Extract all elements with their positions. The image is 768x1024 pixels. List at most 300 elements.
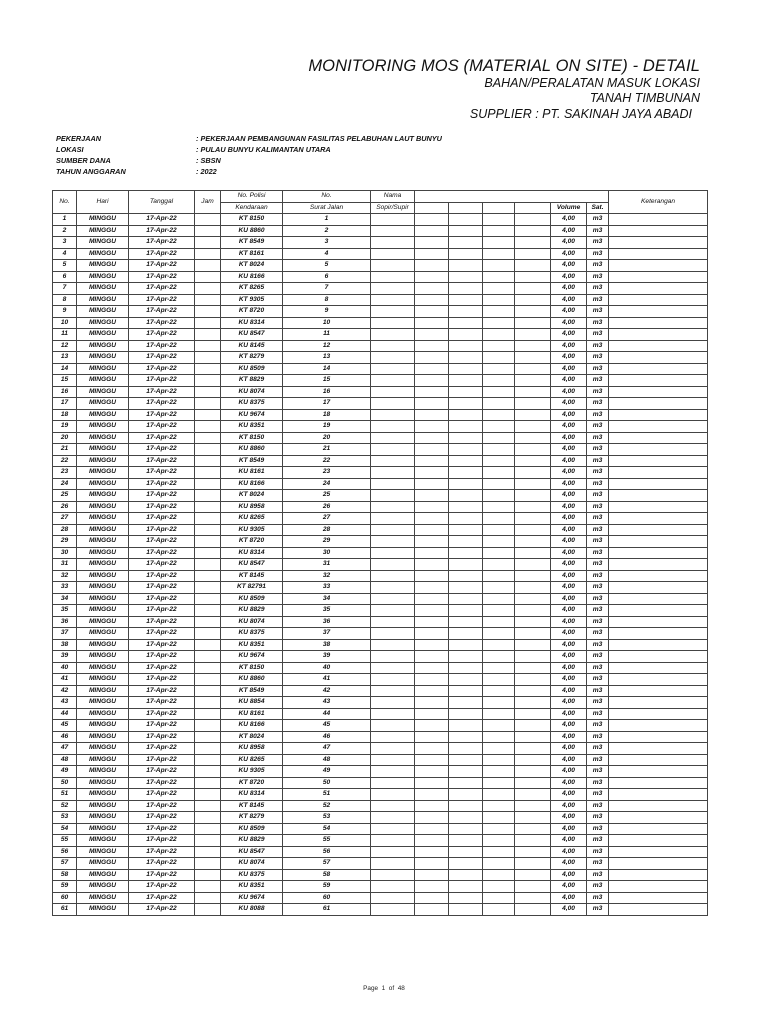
table-row — [53, 455, 708, 467]
cell-sat: m3 — [587, 605, 609, 617]
cell-blank — [415, 271, 449, 283]
cell-sat: m3 — [587, 685, 609, 697]
cell-sat: m3 — [587, 271, 609, 283]
cell-blank — [415, 559, 449, 571]
cell-no: 13 — [53, 352, 77, 364]
cell-volume: 4,00 — [551, 225, 587, 237]
cell-blank — [449, 329, 483, 341]
cell-blank — [483, 513, 515, 525]
cell-surat-jalan: 36 — [283, 616, 371, 628]
cell-blank — [515, 708, 551, 720]
cell-sopir — [371, 271, 415, 283]
cell-hari: MINGGU — [77, 869, 129, 881]
cell-jam — [195, 248, 221, 260]
cell-sopir — [371, 777, 415, 789]
cell-no-polisi: KU 8265 — [221, 513, 283, 525]
cell-blank — [449, 662, 483, 674]
cell-tanggal: 17-Apr-22 — [129, 409, 195, 421]
cell-blank — [515, 375, 551, 387]
cell-blank — [415, 662, 449, 674]
cell-blank — [483, 248, 515, 260]
cell-hari: MINGGU — [77, 467, 129, 479]
table-row — [53, 375, 708, 387]
cell-tanggal: 17-Apr-22 — [129, 478, 195, 490]
cell-surat-jalan: 60 — [283, 892, 371, 904]
cell-blank — [415, 444, 449, 456]
cell-blank — [449, 490, 483, 502]
table-row — [53, 283, 708, 295]
cell-sat: m3 — [587, 467, 609, 479]
cell-no: 36 — [53, 616, 77, 628]
cell-hari: MINGGU — [77, 501, 129, 513]
cell-tanggal: 17-Apr-22 — [129, 363, 195, 375]
cell-hari: MINGGU — [77, 708, 129, 720]
cell-volume: 4,00 — [551, 823, 587, 835]
cell-blank — [449, 570, 483, 582]
cell-blank — [415, 467, 449, 479]
cell-hari: MINGGU — [77, 570, 129, 582]
cell-surat-jalan: 42 — [283, 685, 371, 697]
header-nama: Nama — [371, 191, 415, 203]
cell-tanggal: 17-Apr-22 — [129, 904, 195, 916]
cell-keterangan — [609, 881, 708, 893]
cell-surat-jalan: 9 — [283, 306, 371, 318]
cell-sopir — [371, 651, 415, 663]
cell-tanggal: 17-Apr-22 — [129, 271, 195, 283]
cell-keterangan — [609, 363, 708, 375]
cell-blank — [449, 294, 483, 306]
cell-surat-jalan: 10 — [283, 317, 371, 329]
header-sopir: Sopir/Supir — [371, 202, 415, 214]
cell-surat-jalan: 52 — [283, 800, 371, 812]
cell-jam — [195, 501, 221, 513]
cell-surat-jalan: 19 — [283, 421, 371, 433]
page-total: 48 — [397, 985, 405, 992]
cell-hari: MINGGU — [77, 260, 129, 272]
cell-sat: m3 — [587, 340, 609, 352]
cell-keterangan — [609, 225, 708, 237]
cell-blank — [415, 478, 449, 490]
cell-blank — [449, 444, 483, 456]
cell-sopir — [371, 869, 415, 881]
table-row — [53, 524, 708, 536]
cell-sopir — [371, 260, 415, 272]
cell-volume: 4,00 — [551, 754, 587, 766]
cell-sat: m3 — [587, 904, 609, 916]
cell-blank — [483, 651, 515, 663]
cell-sat: m3 — [587, 835, 609, 847]
cell-volume: 4,00 — [551, 306, 587, 318]
cell-hari: MINGGU — [77, 375, 129, 387]
cell-blank — [515, 616, 551, 628]
cell-keterangan — [609, 294, 708, 306]
cell-blank — [415, 674, 449, 686]
cell-no: 33 — [53, 582, 77, 594]
cell-no: 30 — [53, 547, 77, 559]
cell-no: 55 — [53, 835, 77, 847]
cell-hari: MINGGU — [77, 582, 129, 594]
cell-sat: m3 — [587, 582, 609, 594]
table-row — [53, 490, 708, 502]
cell-no: 54 — [53, 823, 77, 835]
project-info — [56, 133, 442, 177]
cell-volume: 4,00 — [551, 766, 587, 778]
cell-keterangan — [609, 720, 708, 732]
cell-blank — [415, 524, 449, 536]
cell-jam — [195, 214, 221, 226]
cell-sopir — [371, 225, 415, 237]
cell-volume: 4,00 — [551, 846, 587, 858]
cell-blank — [449, 501, 483, 513]
cell-blank — [415, 306, 449, 318]
cell-blank — [515, 846, 551, 858]
cell-tanggal: 17-Apr-22 — [129, 329, 195, 341]
cell-no: 26 — [53, 501, 77, 513]
cell-sat: m3 — [587, 697, 609, 709]
cell-no: 2 — [53, 225, 77, 237]
cell-no-polisi: KT 9305 — [221, 294, 283, 306]
cell-no: 7 — [53, 283, 77, 295]
cell-jam — [195, 306, 221, 318]
cell-jam — [195, 685, 221, 697]
cell-no-polisi: KU 8166 — [221, 478, 283, 490]
cell-hari: MINGGU — [77, 593, 129, 605]
cell-blank — [415, 352, 449, 364]
cell-volume: 4,00 — [551, 536, 587, 548]
cell-surat-jalan: 59 — [283, 881, 371, 893]
cell-no-polisi: KU 9674 — [221, 409, 283, 421]
cell-no-polisi: KU 8860 — [221, 225, 283, 237]
cell-jam — [195, 708, 221, 720]
cell-blank — [449, 766, 483, 778]
cell-jam — [195, 271, 221, 283]
cell-surat-jalan: 28 — [283, 524, 371, 536]
cell-blank — [483, 800, 515, 812]
cell-blank — [449, 225, 483, 237]
cell-blank — [449, 754, 483, 766]
cell-volume: 4,00 — [551, 271, 587, 283]
cell-blank — [415, 823, 449, 835]
cell-sat: m3 — [587, 248, 609, 260]
cell-sat: m3 — [587, 570, 609, 582]
cell-keterangan — [609, 858, 708, 870]
cell-hari: MINGGU — [77, 214, 129, 226]
cell-volume: 4,00 — [551, 835, 587, 847]
cell-surat-jalan: 40 — [283, 662, 371, 674]
cell-blank — [449, 421, 483, 433]
cell-volume: 4,00 — [551, 386, 587, 398]
cell-jam — [195, 593, 221, 605]
cell-sat: m3 — [587, 501, 609, 513]
cell-sat: m3 — [587, 777, 609, 789]
page-current: 1 — [381, 985, 386, 992]
cell-sopir — [371, 858, 415, 870]
cell-sopir — [371, 754, 415, 766]
cell-blank — [449, 306, 483, 318]
table-row — [53, 421, 708, 433]
cell-no-polisi: KU 8314 — [221, 547, 283, 559]
header-kendaraan: Kendaraan — [221, 202, 283, 214]
cell-volume: 4,00 — [551, 524, 587, 536]
cell-blank — [415, 260, 449, 272]
cell-blank — [483, 754, 515, 766]
cell-blank — [515, 754, 551, 766]
cell-hari: MINGGU — [77, 858, 129, 870]
cell-no: 12 — [53, 340, 77, 352]
table-row — [53, 409, 708, 421]
cell-surat-jalan: 29 — [283, 536, 371, 548]
cell-blank — [449, 674, 483, 686]
cell-keterangan — [609, 536, 708, 548]
cell-blank — [449, 616, 483, 628]
cell-sat: m3 — [587, 674, 609, 686]
cell-surat-jalan: 17 — [283, 398, 371, 410]
cell-blank — [483, 743, 515, 755]
table-row — [53, 881, 708, 893]
cell-sopir — [371, 904, 415, 916]
cell-blank — [515, 421, 551, 433]
cell-jam — [195, 881, 221, 893]
cell-blank — [449, 628, 483, 640]
cell-blank — [415, 490, 449, 502]
cell-blank — [415, 835, 449, 847]
cell-blank — [483, 869, 515, 881]
cell-no-polisi: KU 8547 — [221, 559, 283, 571]
cell-tanggal: 17-Apr-22 — [129, 536, 195, 548]
page-title: MONITORING MOS (MATERIAL ON SITE) - DETAIL — [308, 57, 700, 75]
cell-no-polisi: KU 8375 — [221, 398, 283, 410]
cell-blank — [415, 386, 449, 398]
cell-keterangan — [609, 260, 708, 272]
cell-jam — [195, 260, 221, 272]
cell-volume: 4,00 — [551, 800, 587, 812]
cell-tanggal: 17-Apr-22 — [129, 651, 195, 663]
info-row — [56, 166, 442, 177]
cell-volume: 4,00 — [551, 329, 587, 341]
cell-jam — [195, 605, 221, 617]
cell-hari: MINGGU — [77, 766, 129, 778]
material-table — [52, 190, 708, 916]
cell-tanggal: 17-Apr-22 — [129, 317, 195, 329]
cell-blank — [483, 582, 515, 594]
cell-sat: m3 — [587, 478, 609, 490]
cell-blank — [449, 639, 483, 651]
cell-hari: MINGGU — [77, 340, 129, 352]
cell-blank — [483, 501, 515, 513]
cell-blank — [483, 881, 515, 893]
cell-tanggal: 17-Apr-22 — [129, 490, 195, 502]
cell-hari: MINGGU — [77, 697, 129, 709]
cell-blank — [449, 720, 483, 732]
cell-no-polisi: KU 8860 — [221, 674, 283, 686]
cell-volume: 4,00 — [551, 662, 587, 674]
cell-volume: 4,00 — [551, 559, 587, 571]
cell-sat: m3 — [587, 375, 609, 387]
cell-surat-jalan: 51 — [283, 789, 371, 801]
header-hari: Hari — [77, 191, 129, 214]
table-row — [53, 363, 708, 375]
cell-sopir — [371, 766, 415, 778]
cell-surat-jalan: 7 — [283, 283, 371, 295]
cell-surat-jalan: 2 — [283, 225, 371, 237]
cell-blank — [483, 271, 515, 283]
cell-volume: 4,00 — [551, 214, 587, 226]
info-row — [56, 133, 442, 144]
cell-volume: 4,00 — [551, 869, 587, 881]
cell-blank — [483, 593, 515, 605]
table-row — [53, 513, 708, 525]
cell-no-polisi: KU 8509 — [221, 593, 283, 605]
cell-sopir — [371, 685, 415, 697]
cell-surat-jalan: 24 — [283, 478, 371, 490]
title-block — [308, 56, 700, 122]
cell-no: 20 — [53, 432, 77, 444]
cell-volume: 4,00 — [551, 674, 587, 686]
cell-volume: 4,00 — [551, 467, 587, 479]
table-row — [53, 398, 708, 410]
cell-volume: 4,00 — [551, 547, 587, 559]
cell-blank — [415, 501, 449, 513]
cell-sopir — [371, 789, 415, 801]
cell-tanggal: 17-Apr-22 — [129, 248, 195, 260]
cell-sat: m3 — [587, 260, 609, 272]
cell-keterangan — [609, 697, 708, 709]
cell-no: 37 — [53, 628, 77, 640]
cell-sopir — [371, 639, 415, 651]
cell-tanggal: 17-Apr-22 — [129, 616, 195, 628]
cell-hari: MINGGU — [77, 789, 129, 801]
cell-blank — [483, 674, 515, 686]
cell-volume: 4,00 — [551, 478, 587, 490]
cell-jam — [195, 536, 221, 548]
cell-blank — [483, 214, 515, 226]
cell-hari: MINGGU — [77, 352, 129, 364]
cell-blank — [449, 823, 483, 835]
cell-keterangan — [609, 708, 708, 720]
cell-blank — [449, 340, 483, 352]
cell-tanggal: 17-Apr-22 — [129, 398, 195, 410]
cell-jam — [195, 674, 221, 686]
cell-sopir — [371, 490, 415, 502]
cell-keterangan — [609, 455, 708, 467]
cell-no-polisi: KT 8024 — [221, 731, 283, 743]
cell-surat-jalan: 4 — [283, 248, 371, 260]
cell-blank — [483, 317, 515, 329]
cell-sat: m3 — [587, 490, 609, 502]
cell-tanggal: 17-Apr-22 — [129, 697, 195, 709]
cell-volume: 4,00 — [551, 570, 587, 582]
cell-sat: m3 — [587, 731, 609, 743]
cell-no-polisi: KU 8829 — [221, 835, 283, 847]
cell-blank — [483, 858, 515, 870]
cell-jam — [195, 524, 221, 536]
cell-blank — [449, 317, 483, 329]
cell-jam — [195, 432, 221, 444]
cell-blank — [483, 605, 515, 617]
cell-volume: 4,00 — [551, 639, 587, 651]
cell-hari: MINGGU — [77, 800, 129, 812]
cell-blank — [415, 651, 449, 663]
cell-blank — [415, 616, 449, 628]
cell-keterangan — [609, 593, 708, 605]
cell-blank — [515, 777, 551, 789]
cell-volume: 4,00 — [551, 651, 587, 663]
cell-no-polisi: KU 8351 — [221, 421, 283, 433]
cell-blank — [449, 881, 483, 893]
cell-hari: MINGGU — [77, 294, 129, 306]
cell-blank — [415, 708, 449, 720]
cell-blank — [515, 697, 551, 709]
cell-no-polisi: KU 8314 — [221, 789, 283, 801]
cell-surat-jalan: 3 — [283, 237, 371, 249]
cell-no: 50 — [53, 777, 77, 789]
cell-blank — [515, 766, 551, 778]
cell-blank — [515, 582, 551, 594]
cell-blank — [449, 547, 483, 559]
cell-volume: 4,00 — [551, 708, 587, 720]
cell-jam — [195, 478, 221, 490]
cell-blank — [483, 225, 515, 237]
header-blank — [449, 202, 483, 214]
cell-blank — [515, 340, 551, 352]
cell-keterangan — [609, 892, 708, 904]
subtitle-supplier: SUPPLIER : PT. SAKINAH JAYA ABADI — [469, 107, 692, 121]
table-row — [53, 800, 708, 812]
cell-blank — [515, 605, 551, 617]
cell-surat-jalan: 38 — [283, 639, 371, 651]
cell-jam — [195, 731, 221, 743]
cell-volume: 4,00 — [551, 777, 587, 789]
cell-blank — [415, 858, 449, 870]
cell-jam — [195, 754, 221, 766]
cell-blank — [483, 375, 515, 387]
cell-no-polisi: KU 9674 — [221, 651, 283, 663]
cell-blank — [449, 237, 483, 249]
cell-no: 8 — [53, 294, 77, 306]
cell-hari: MINGGU — [77, 329, 129, 341]
cell-blank — [415, 283, 449, 295]
cell-tanggal: 17-Apr-22 — [129, 547, 195, 559]
cell-surat-jalan: 30 — [283, 547, 371, 559]
cell-hari: MINGGU — [77, 283, 129, 295]
cell-blank — [483, 547, 515, 559]
cell-jam — [195, 225, 221, 237]
cell-blank — [483, 570, 515, 582]
info-row — [56, 155, 442, 166]
cell-no-polisi: KU 8351 — [221, 639, 283, 651]
cell-surat-jalan: 37 — [283, 628, 371, 640]
cell-sat: m3 — [587, 616, 609, 628]
cell-blank — [483, 823, 515, 835]
cell-surat-jalan: 49 — [283, 766, 371, 778]
cell-jam — [195, 409, 221, 421]
cell-tanggal: 17-Apr-22 — [129, 432, 195, 444]
cell-jam — [195, 800, 221, 812]
info-value: : PULAU BUNYU KALIMANTAN UTARA — [196, 145, 331, 154]
cell-no: 19 — [53, 421, 77, 433]
cell-blank — [515, 881, 551, 893]
cell-tanggal: 17-Apr-22 — [129, 869, 195, 881]
cell-sat: m3 — [587, 237, 609, 249]
cell-surat-jalan: 61 — [283, 904, 371, 916]
cell-no-polisi: KU 8958 — [221, 743, 283, 755]
cell-tanggal: 17-Apr-22 — [129, 260, 195, 272]
cell-surat-jalan: 8 — [283, 294, 371, 306]
cell-keterangan — [609, 501, 708, 513]
cell-blank — [483, 812, 515, 824]
cell-no-polisi: KU 8265 — [221, 754, 283, 766]
cell-tanggal: 17-Apr-22 — [129, 225, 195, 237]
